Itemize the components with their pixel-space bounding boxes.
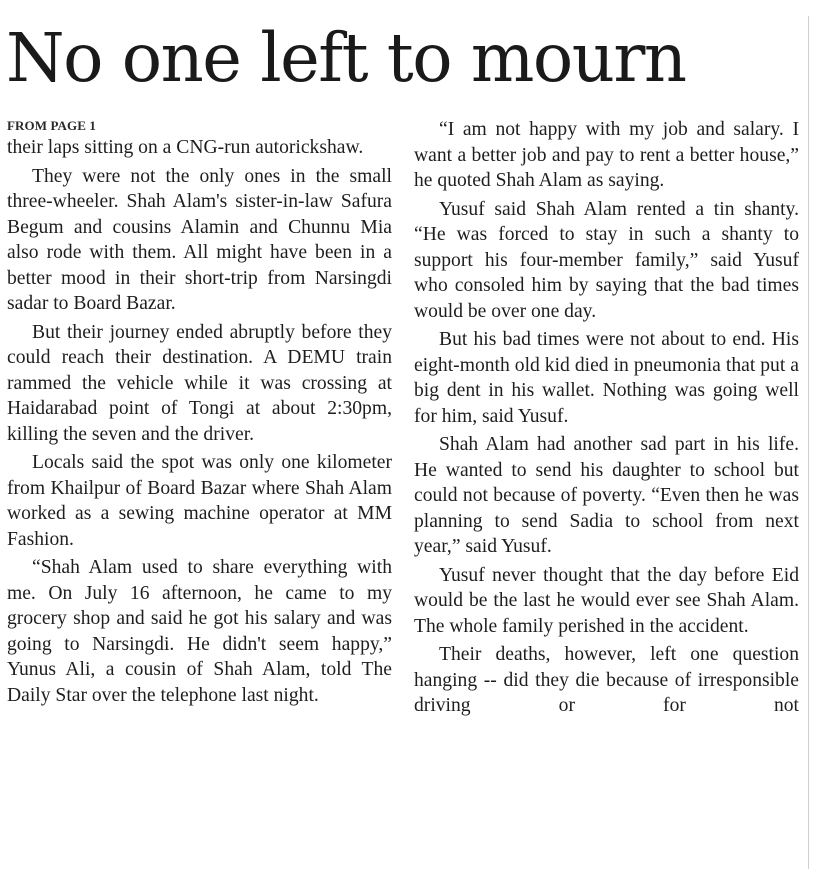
continuation-kicker: FROM PAGE 1	[7, 118, 96, 133]
paragraph: “I am not happy with my job and salary. I want a better job and pay to rent a better house,” he quoted Shah Alam as saying.	[414, 119, 799, 191]
paragraph: But his bad times were not about to end. His eight-month old kid died in pneumonia that put a big dent in his wallet. Nothing was going well for him, said Yusuf.	[414, 329, 799, 427]
article-column-left	[7, 117, 392, 711]
paragraph: Locals said the spot was only one kilometer from Khailpur of Board Bazar where Shah Alam worked as a sewing machine operator at MM Fashion.	[7, 452, 392, 550]
paragraph: Their deaths, however, left one question hanging -- did they die because of irresponsible driving or for not	[414, 644, 799, 716]
paragraph: But their journey ended abruptly before they could reach their destination. A DEMU train rammed the vehicle while it was crossing at Haidarabad point of Tongi at about 2:30pm, killing the seven and the driver.	[7, 321, 392, 445]
headline: No one left to mourn	[6, 19, 686, 97]
article-column-right	[414, 117, 799, 722]
paragraph: “Shah Alam used to share everything with me. On July 16 afternoon, he came to my grocery shop and said he got his salary and was going to Narsingdi. He didn't seem happy,” Yunus Ali, a cousin of Shah Alam, told The Daily Star over the telephone last night.	[7, 557, 392, 706]
column-rule	[808, 16, 809, 869]
paragraph: Yusuf never thought that the day before Eid would be the last he would ever see Shah Alam. The whole family perished in the accident.	[414, 564, 799, 637]
paragraph: their laps sitting on a CNG-run autorickshaw.	[7, 137, 364, 158]
paragraph: Yusuf said Shah Alam rented a tin shanty. “He was forced to stay in such a shanty to support his four-member family,” said Yusuf who consoled him by saying that the bad times would be over one day.	[414, 198, 799, 322]
paragraph: They were not the only ones in the small three-wheeler. Shah Alam's sister-in-law Safura Begum and cousins Alamin and Chunnu Mia also rode with them. All might have been in a better mood in their short-trip from Narsingdi sadar to Board Bazar.	[7, 165, 392, 314]
paragraph: Shah Alam had another sad part in his life. He wanted to send his daughter to school but could not because of poverty. “Even then he was planning to send Sadia to school from next year,” said Yusuf.	[414, 434, 799, 557]
